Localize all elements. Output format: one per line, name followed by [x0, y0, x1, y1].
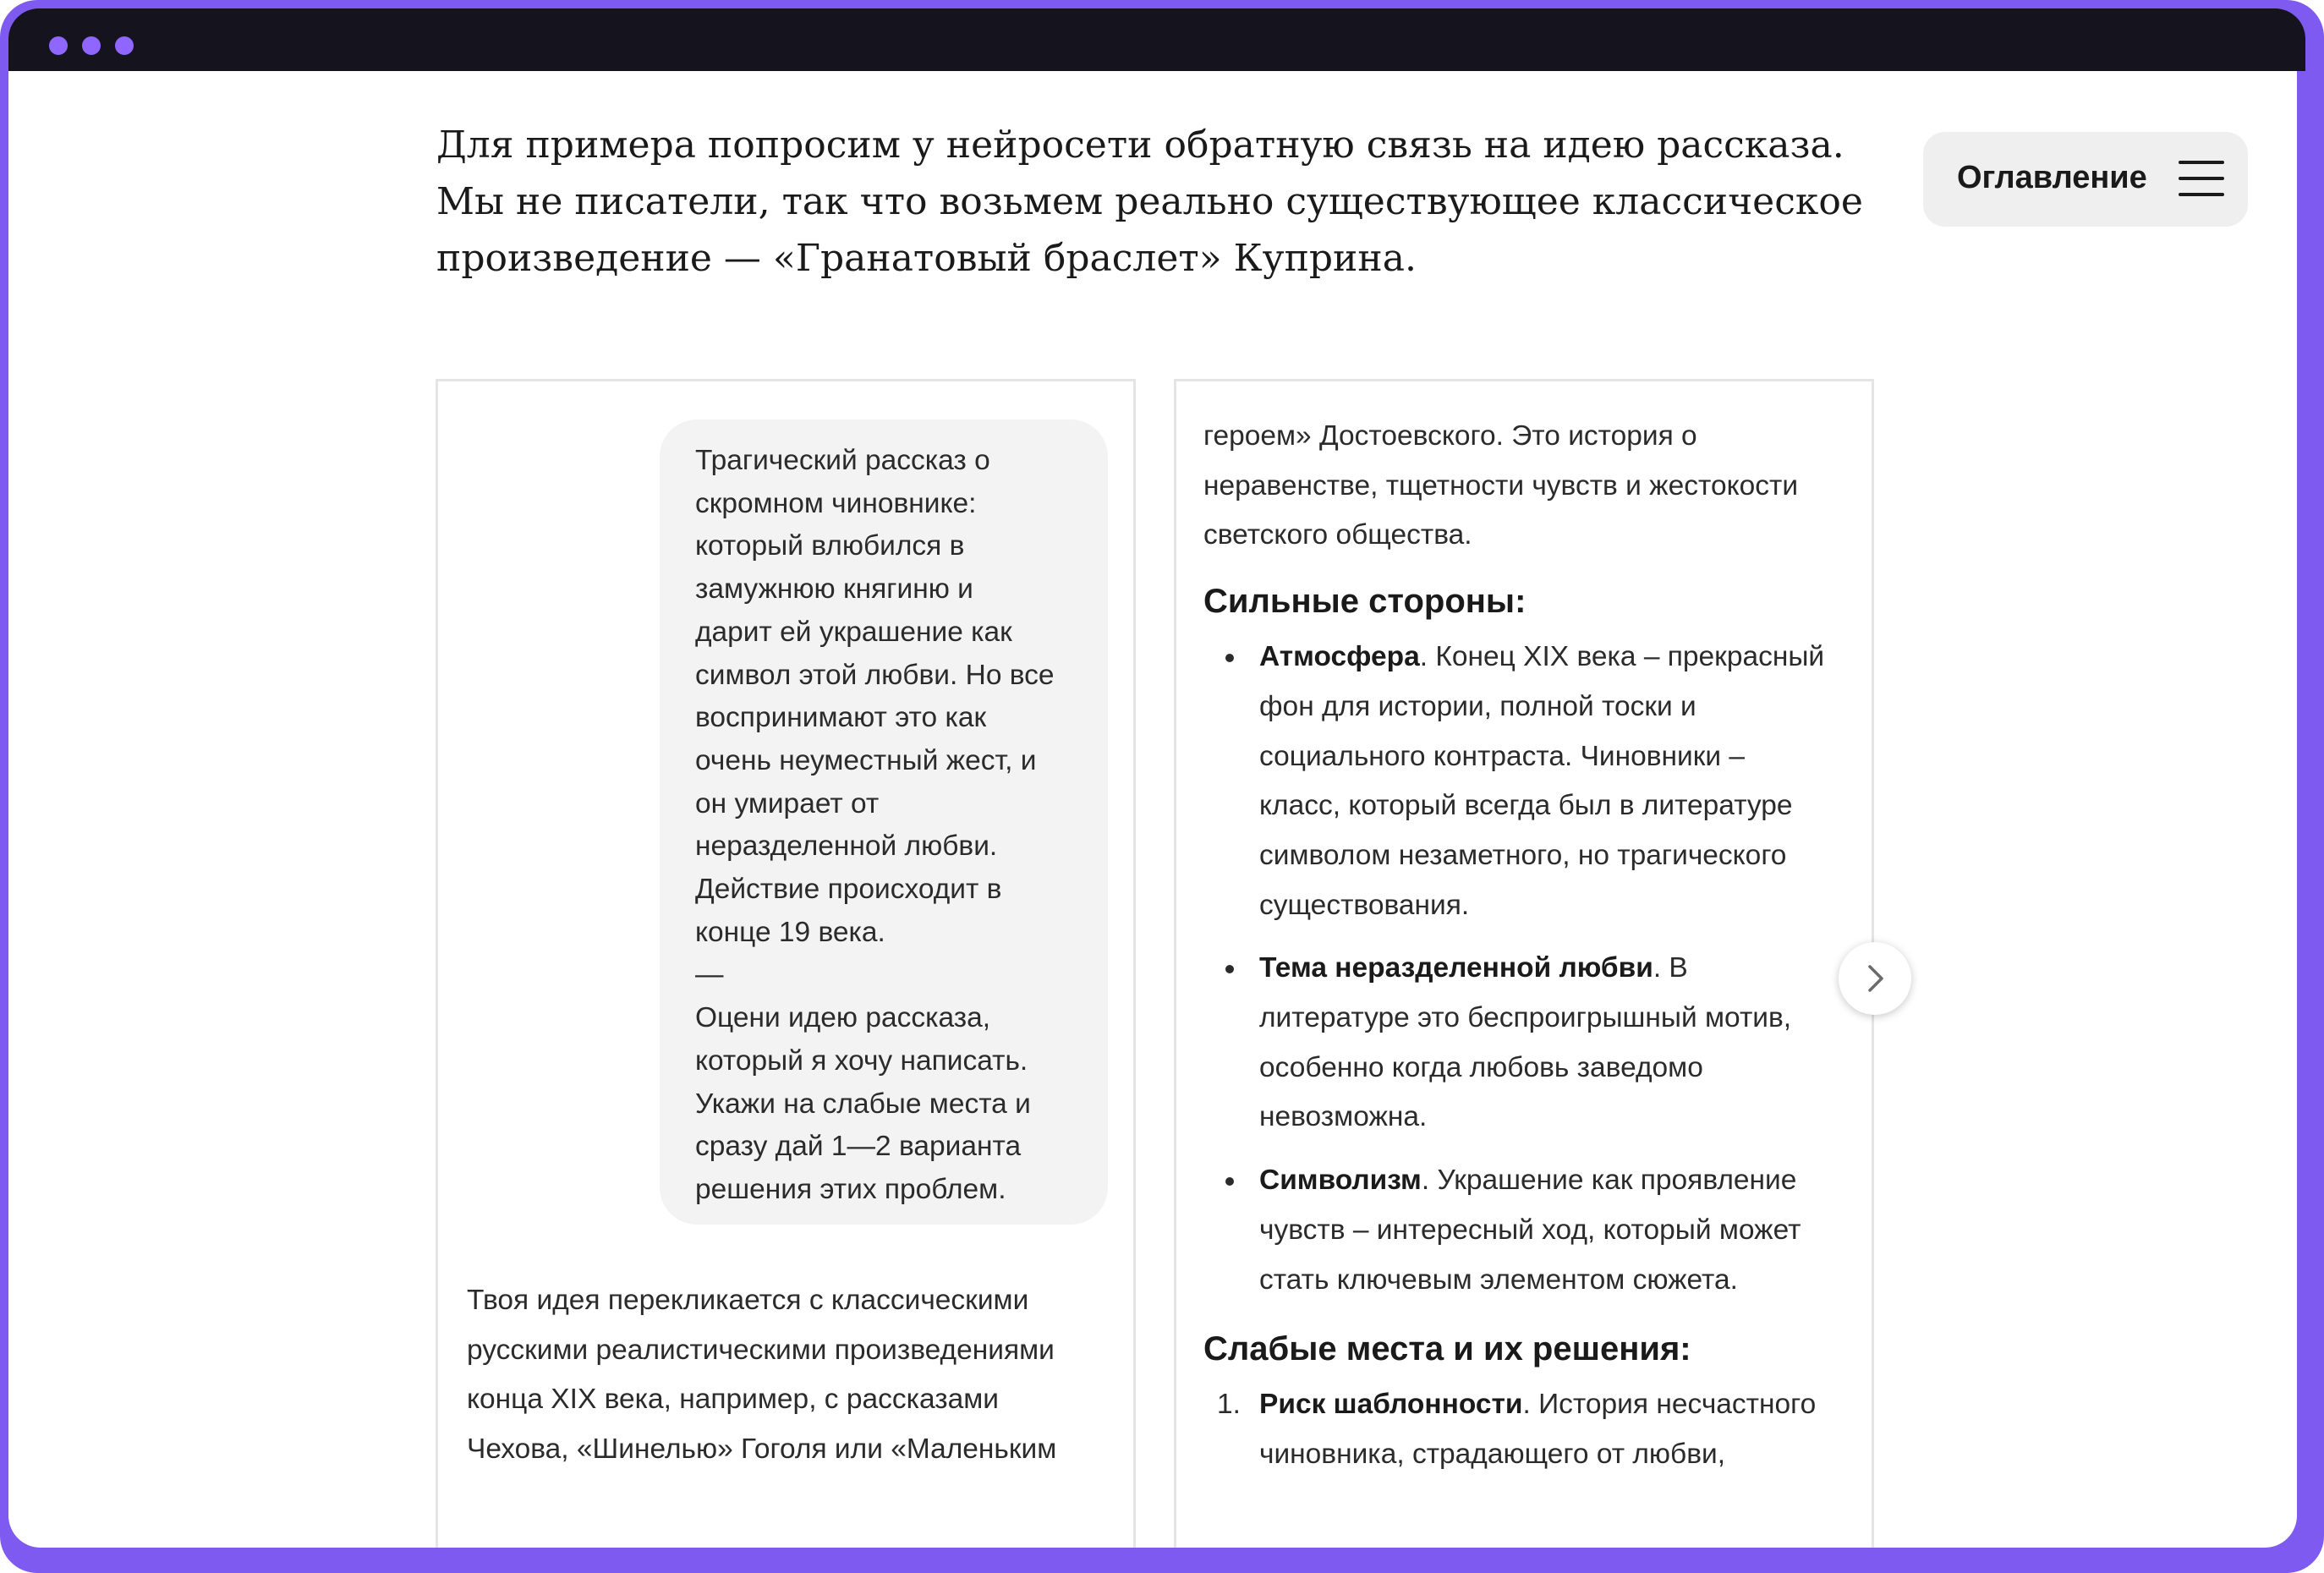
strength-item	[1203, 944, 1863, 1143]
title-bar	[8, 8, 2305, 71]
list-number: 1.	[1217, 1389, 1241, 1421]
window-control-dot[interactable]	[115, 36, 134, 55]
strength-text: . Конец XIX века – прекрасный	[1419, 641, 1825, 673]
strength-item	[1203, 633, 1863, 930]
user-prompt-text: Трагический рассказ о скромном чиновнике: который влюбился в замужнюю княгиню и дарит ей украшение как символ этой любви. Но все воспринимают это как очень неуместный жест, и он умирает от неразделенной любви. Действие происходит в конце 19 века. — Оцени идею рассказа, который я хочу написать. Укажи на слабые места и сразу дай 1—2 варианта решения этих проблем.	[695, 445, 1055, 1205]
strength-line: социального контраста. Чиновники –	[1259, 740, 1746, 772]
toc-label: Оглавление	[1957, 160, 2147, 195]
answer-line: конца XIX века, например, с рассказами	[467, 1384, 1000, 1416]
strength-line: стать ключевым элементом сюжета.	[1259, 1263, 1738, 1296]
user-prompt-bubble	[660, 419, 1108, 1225]
strength-term: Символизм	[1259, 1165, 1422, 1197]
answer-line: русскими реалистическими произведениями	[467, 1334, 1055, 1366]
strength-term: Атмосфера	[1259, 641, 1420, 673]
weaknesses-heading: Слабые места и их решения:	[1203, 1330, 1691, 1368]
ai-answer-continued	[1203, 412, 1863, 1480]
table-of-contents-button[interactable]	[1923, 132, 2248, 227]
window-control-dot[interactable]	[49, 36, 68, 55]
intro-line: произведение — «Гранатовый браслет» Куприна.	[436, 237, 1417, 280]
intro-paragraph	[436, 117, 1863, 287]
strength-line: литературе это беспроигрышный мотив,	[1259, 1002, 1792, 1034]
strength-line: особенно когда любовь заведомо	[1259, 1051, 1703, 1083]
weakness-item	[1203, 1380, 1863, 1479]
answer-line: Твоя идея перекликается с классическими	[467, 1285, 1029, 1316]
strength-text: . Украшение как проявление	[1421, 1165, 1797, 1197]
strength-text: . В	[1653, 952, 1688, 984]
weakness-term: Риск шаблонности	[1259, 1389, 1523, 1421]
answer-line: героем» Достоевского. Это история о	[1203, 420, 1697, 452]
bullet-dot	[1225, 654, 1234, 662]
strength-item	[1203, 1156, 1863, 1305]
answer-line: Чехова, «Шинелью» Гоголя или «Маленьким	[467, 1433, 1057, 1466]
chevron-right-icon	[1861, 963, 1888, 994]
answer-line: неравенстве, тщетности чувств и жестокости	[1203, 469, 1799, 501]
strength-line: существования.	[1259, 889, 1470, 921]
bullet-dot	[1225, 1177, 1234, 1186]
bullet-dot	[1225, 965, 1234, 973]
strength-line: невозможна.	[1259, 1101, 1428, 1133]
window-control-dot[interactable]	[82, 36, 101, 55]
ai-answer-text	[467, 1276, 1126, 1475]
strength-line: фон для истории, полной тоски и	[1259, 690, 1696, 722]
strength-line: класс, который всегда был в литературе	[1259, 790, 1793, 822]
strength-line: чувств – интересный ход, который может	[1259, 1214, 1801, 1246]
page-viewport	[8, 71, 2297, 1548]
carousel-slide-1	[436, 379, 1136, 1548]
intro-line: Для примера попросим у нейросети обратную связь на идею рассказа.	[436, 123, 1844, 167]
strength-term: Тема неразделенной любви	[1259, 952, 1653, 984]
answer-line: светского общества.	[1203, 519, 1472, 551]
weakness-text: . История несчастного	[1522, 1389, 1817, 1421]
strength-line: символом незаметного, но трагического	[1259, 839, 1787, 871]
carousel-next-button[interactable]	[1839, 942, 1911, 1015]
hamburger-menu-icon	[2179, 159, 2224, 198]
intro-line: Мы не писатели, так что возьмем реально существующее классическое	[436, 180, 1863, 223]
weakness-line: чиновника, страдающего от любви,	[1259, 1438, 1726, 1470]
carousel-slide-2	[1174, 379, 1874, 1548]
strengths-heading: Сильные стороны:	[1203, 583, 1526, 621]
